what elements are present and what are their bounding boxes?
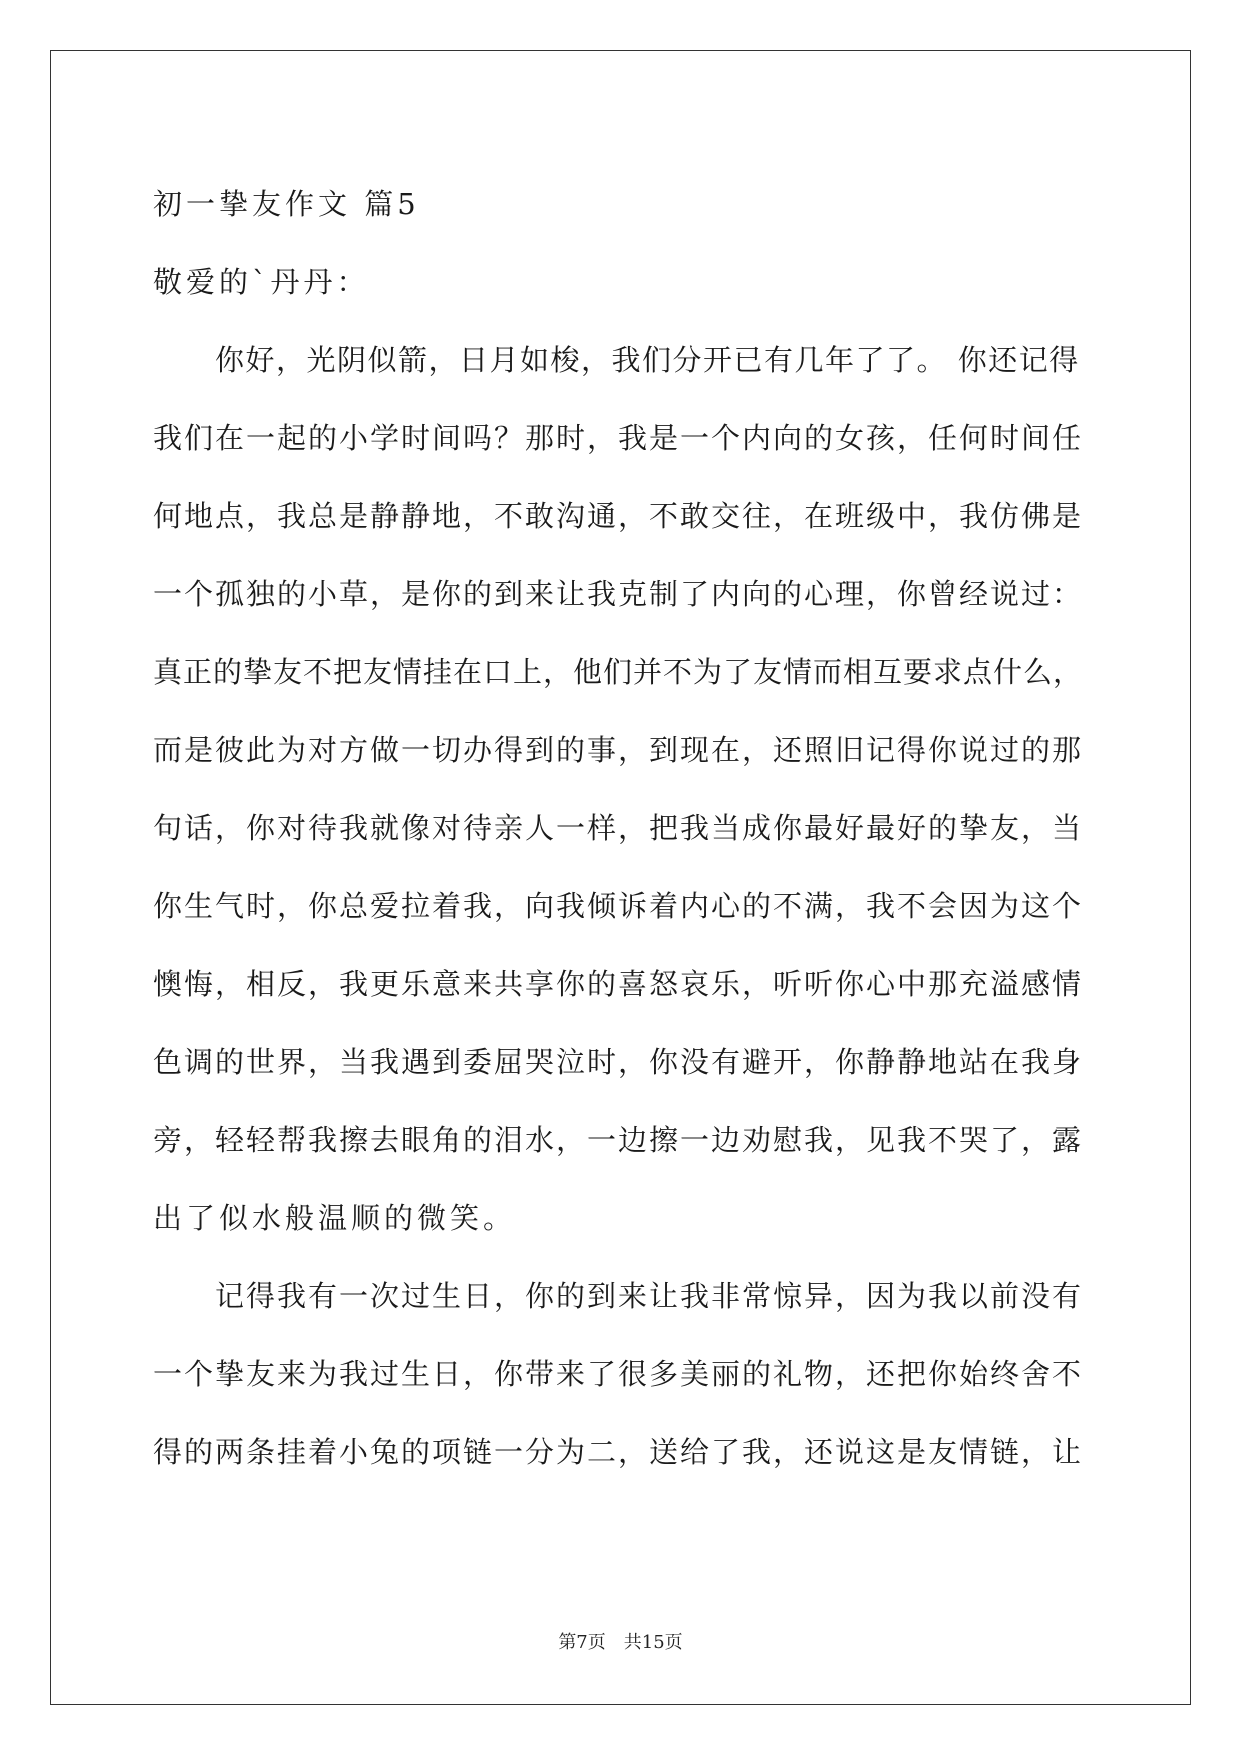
- page-number-footer: 第7页 共15页: [558, 1632, 683, 1653]
- paragraph-line: 你好，光阴似箭，日月如梭，我们分开已有几年了了。 你还记得: [215, 343, 1080, 377]
- paragraph-line: 句话，你对待我就像对待亲人一样，把我当成你最好最好的挚友，当: [153, 811, 1084, 845]
- paragraph-line: 真正的挚友不把友情挂在口上，他们并不为了友情而相互要求点什么，: [153, 655, 1084, 689]
- paragraph-line: 旁，轻轻帮我擦去眼角的泪水，一边擦一边劝慰我，见我不哭了，露: [153, 1123, 1084, 1157]
- paragraph-line: 懊悔，相反，我更乐意来共享你的喜怒哀乐，听听你心中那充溢感情: [153, 967, 1084, 1001]
- paragraph-line: 得的两条挂着小兔的项链一分为二，送给了我，还说这是友情链，让: [153, 1435, 1084, 1469]
- paragraph-2: [153, 1257, 1093, 1491]
- paragraph-line: 色调的世界，当我遇到委屈哭泣时，你没有避开，你静静地站在我身: [153, 1045, 1084, 1079]
- document-body: [153, 165, 1093, 1491]
- paragraph-1: [153, 321, 1093, 1257]
- salutation: 敬爱的`丹丹：: [153, 265, 370, 299]
- document-heading: 初一挚友作文 篇5: [153, 187, 420, 221]
- paragraph-line: 你生气时，你总爱拉着我，向我倾诉着内心的不满，我不会因为这个: [153, 889, 1084, 923]
- paragraph-line: 何地点，我总是静静地，不敢沟通，不敢交往，在班级中，我仿佛是: [153, 499, 1084, 533]
- paragraph-line: 而是彼此为对方做一切办得到的事，到现在，还照旧记得你说过的那: [153, 733, 1084, 767]
- paragraph-line: 记得我有一次过生日，你的到来让我非常惊异，因为我以前没有: [215, 1279, 1084, 1313]
- paragraph-line: 一个挚友来为我过生日，你带来了很多美丽的礼物，还把你始终舍不: [153, 1357, 1084, 1391]
- paragraph-line: 出了似水般温顺的微笑。: [153, 1201, 517, 1235]
- paragraph-line: 一个孤独的小草，是你的到来让我克制了内向的心理，你曾经说过：: [153, 577, 1084, 611]
- paragraph-line: 我们在一起的小学时间吗？那时，我是一个内向的女孩，任何时间任: [153, 421, 1084, 455]
